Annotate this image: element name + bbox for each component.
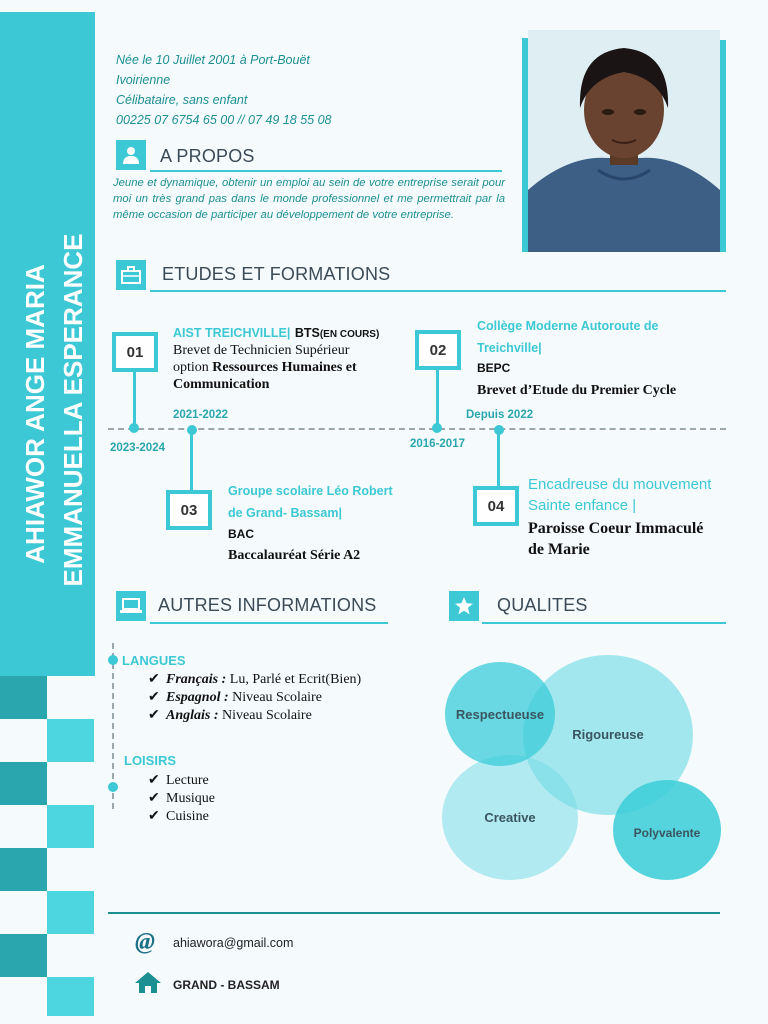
about-title: A PROPOS [160,146,255,166]
language-item-en [148,707,312,724]
education-item-01-desc-bold: Ressources Humaines et Communication [173,360,357,392]
education-item-04-date: Depuis 2022 [466,409,534,421]
education-item-01-heading [173,324,379,342]
hobby-label: Lecture [166,773,209,788]
languages-dot [108,655,118,665]
education-item-01-desc-plain: Brevet de Technicien Supérieur option [173,343,350,375]
quality-bubble-respectueuse [445,662,555,766]
checker-decoration [0,676,95,1016]
quality-label: Respectueuse [455,706,545,722]
education-item-02-stem [436,370,439,428]
education-item-02-number: 02 [415,330,461,370]
education-item-04-desc-line2: de Marie [528,541,590,558]
quality-bubble-creative [442,755,578,880]
qualities-section-icon [449,591,479,621]
profile-photo [528,30,720,252]
laptop-icon [120,597,142,615]
education-item-02-date: 2016-2017 [410,438,465,450]
other-title-underline [150,622,388,624]
language-item-fr [148,671,361,688]
education-item-02-dot [432,423,442,433]
education-title: ETUDES ET FORMATIONS [162,264,391,284]
education-item-03-desc: Baccalauréat Série A2 [228,548,361,563]
qualities-title: QUALITES [497,595,588,615]
education-item-03-degree: BAC [228,527,254,541]
quality-label: Creative [484,810,536,825]
education-item-01-stem [133,372,136,428]
languages-title: LANGUES [122,653,186,668]
education-timeline [108,428,726,430]
briefcase-icon [121,266,141,284]
education-section-icon [116,260,146,290]
education-item-01-org: AIST TREICHVILLE| [173,326,291,340]
education-item-02-org-line2: Treichville| [477,341,542,355]
check-icon: ✔ [148,773,160,788]
education-item-04-org-line2: Sainte enfance | [528,497,637,514]
hobby-item [148,790,215,807]
home-icon [134,970,162,999]
about-title-underline [150,170,502,172]
other-title: AUTRES INFORMATIONS [158,595,377,615]
hobbies-title: LOISIRS [124,753,177,768]
check-icon: ✔ [148,690,160,705]
language-name: Espagnol : [166,690,229,705]
education-item-04-number: 04 [473,486,519,526]
other-section-icon [116,591,146,621]
hobby-item [148,772,209,789]
footer-divider [108,912,720,914]
hobbies-dot [108,782,118,792]
education-item-04-stem [497,430,500,488]
contact-address: GRAND - BASSAM [173,978,280,992]
check-icon: ✔ [148,672,160,687]
education-item-01-degree: BTS [294,326,320,340]
check-icon: ✔ [148,809,160,824]
hobby-label: Musique [166,791,215,806]
hobby-item [148,808,209,825]
education-item-03-org-line2: de Grand- Bassam| [228,506,342,520]
qualities-title-underline [482,622,726,624]
check-icon: ✔ [148,791,160,806]
language-name: Français : [166,672,227,687]
user-icon [121,145,141,165]
education-item-03-stem [190,430,193,492]
at-icon: @ [135,929,155,955]
check-icon: ✔ [148,708,160,723]
contact-email[interactable]: ahiawora@gmail.com [173,936,294,950]
education-title-underline [150,290,726,292]
name-line-1: AHIAWOR ANGE MARIA [20,264,50,564]
quality-label: Rigoureuse [572,726,644,742]
phone-number: 00225 07 6754 65 00 // 07 49 18 55 08 [116,113,332,127]
education-item-01-desc [173,342,373,393]
education-item-02-degree: BEPC [477,361,511,375]
education-item-04-desc-line1: Paroisse Coeur Immaculé [528,520,704,537]
name-line-2: EMMANUELLA ESPERANCE [58,233,88,587]
birth-info: Née le 10 Juillet 2001 à Port-Bouët [116,53,310,67]
marital-status: Célibataire, sans enfant [116,93,248,107]
language-level: Lu, Parlé et Ecrit(Bien) [226,672,362,687]
education-item-02-desc: Brevet d’Etude du Premier Cycle [477,383,677,398]
language-name: Anglais : [166,708,219,723]
quality-label: Polyvalente [633,826,701,840]
photo-accent-right [720,40,726,252]
quality-bubble-polyvalente [613,780,721,880]
hobby-label: Cuisine [166,809,209,824]
language-level: Niveau Scolaire [228,690,322,705]
education-item-03-number: 03 [166,490,212,530]
education-item-01-number: 01 [112,332,158,372]
language-level: Niveau Scolaire [218,708,312,723]
star-icon [454,596,474,616]
education-item-02-org-line1: Collège Moderne Autoroute de [477,319,659,333]
education-item-01-date: 2023-2024 [110,442,165,454]
vertical-name [8,22,88,667]
about-section-icon [116,140,146,170]
about-text: Jeune et dynamique, obtenir un emploi au sein de votre entreprise serait pour moi un très grand pas dans le monde professionnel et me permettrait par la même occasion de participer au développement de votre entreprise. [113,177,505,221]
education-item-01-note: (EN COURS) [319,329,380,340]
education-item-03-date: 2021-2022 [173,409,228,421]
language-item-es [148,689,322,706]
nationality: Ivoirienne [116,73,171,87]
education-item-01-dot [129,423,139,433]
education-item-03-org-line1: Groupe scolaire Léo Robert [228,484,393,498]
education-item-04-org-line1: Encadreuse du mouvement [528,476,712,493]
